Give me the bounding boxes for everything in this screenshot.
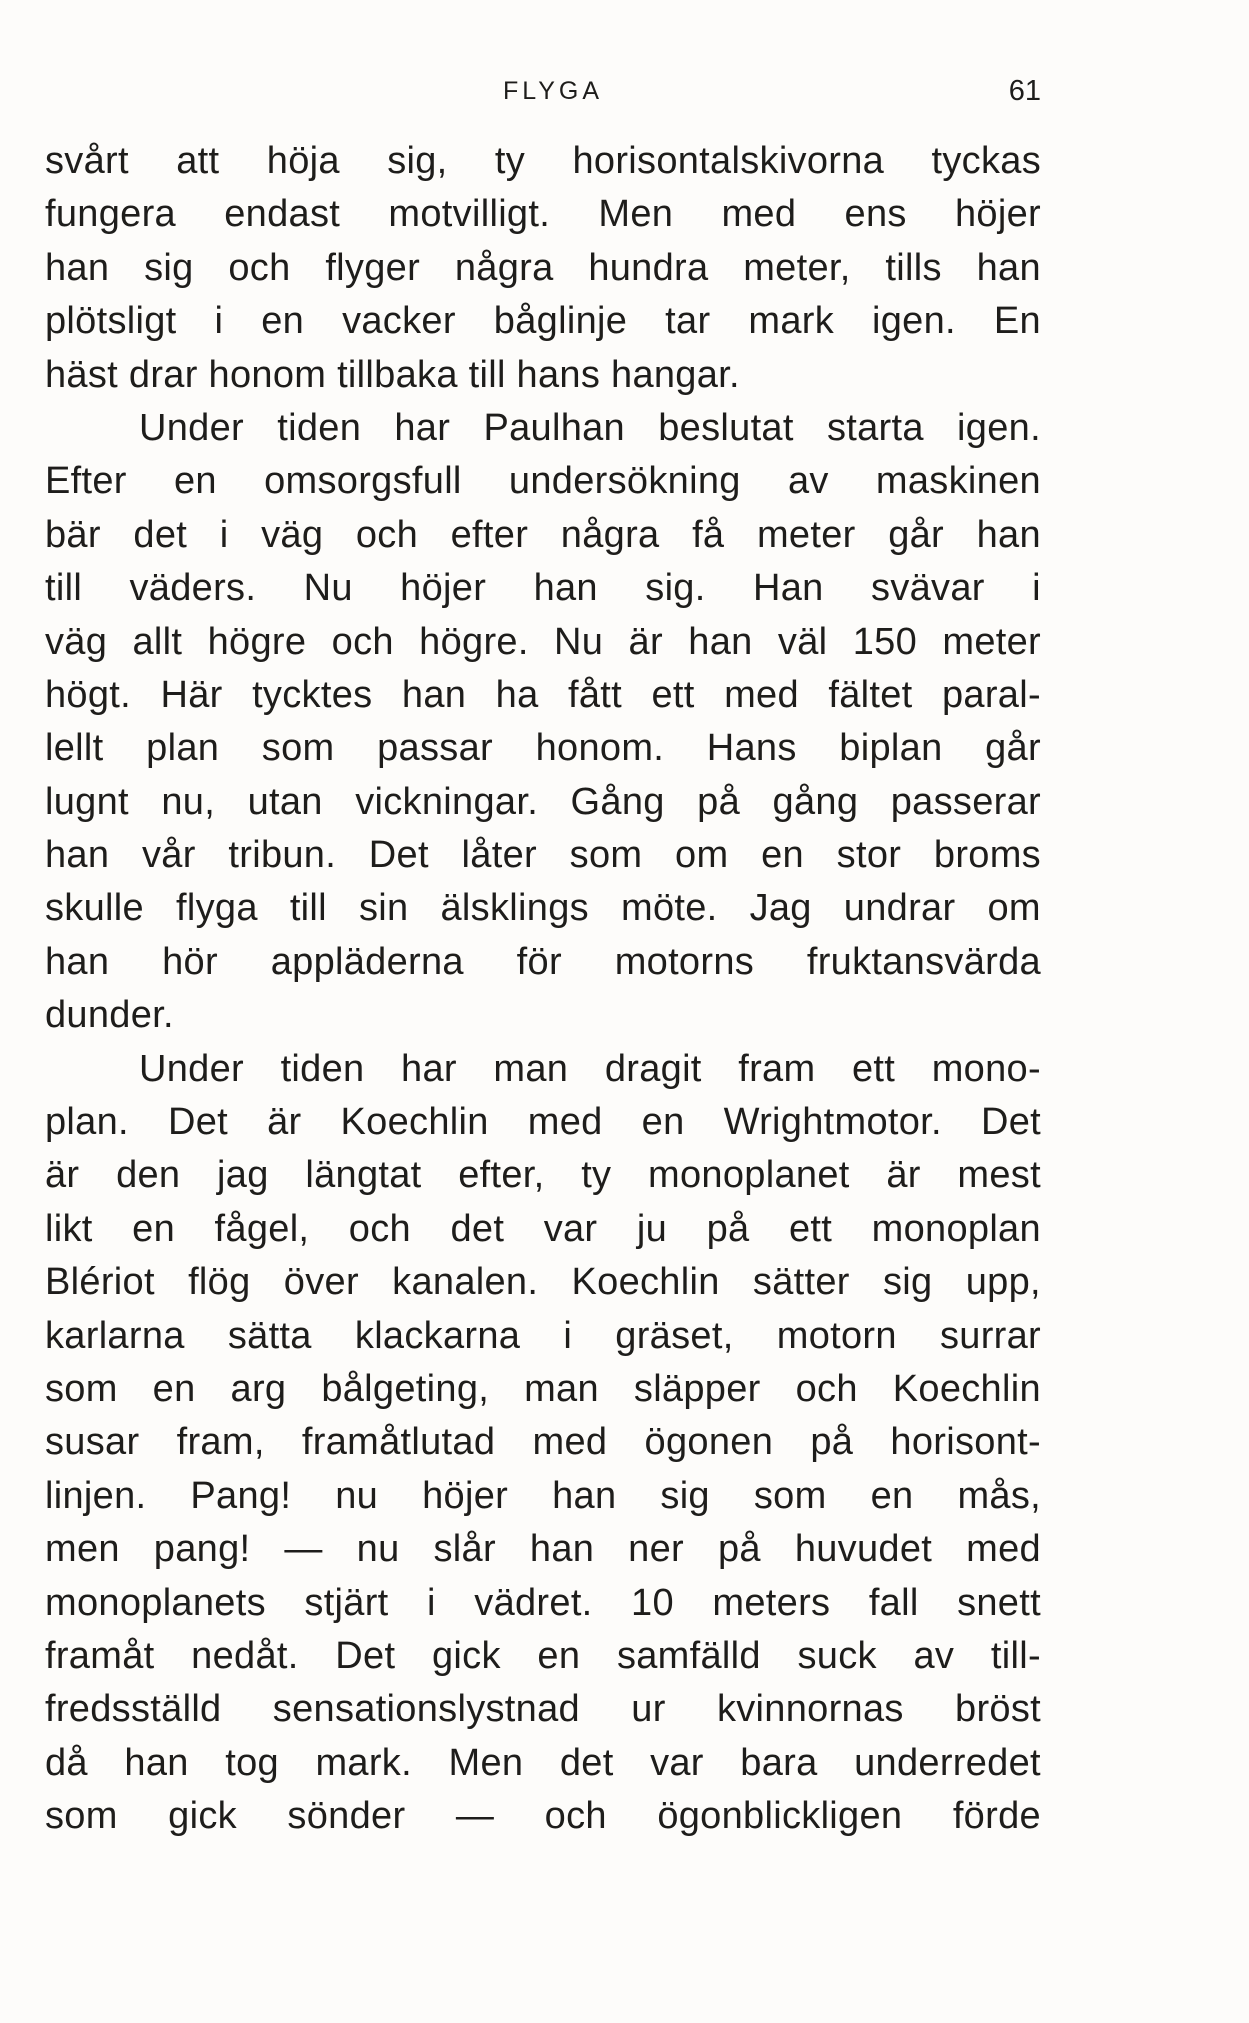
body-text — [45, 135, 1041, 1844]
text-line: häst drar honom tillbaka till hans hangar. — [45, 353, 740, 396]
text-line: fungera endast motvilligt. Men med ens höjer — [45, 193, 1041, 236]
text-line: Blériot flög över kanalen. Koechlin sätter sig upp, — [45, 1261, 1041, 1304]
text-line: likt en fågel, och det var ju på ett monoplan — [45, 1207, 1041, 1250]
text-line: han hör appläderna för motorns fruktansvärda — [45, 940, 1041, 983]
text-line: högt. Här tycktes han ha fått ett med fältet paral- — [45, 673, 1041, 716]
text-line: karlarna sätta klackarna i gräset, motorn surrar — [45, 1314, 1041, 1357]
text-line: som en arg bålgeting, man släpper och Koechlin — [45, 1367, 1041, 1410]
text-line: han sig och flyger några hundra meter, tills han — [45, 246, 1041, 289]
text-line: lellt plan som passar honom. Hans biplan går — [45, 727, 1041, 770]
text-line: men pang! — nu slår han ner på huvudet med — [45, 1528, 1041, 1571]
text-line: Efter en omsorgsfull undersökning av maskinen — [45, 460, 1041, 503]
text-line: susar fram, framåtlutad med ögonen på horisont- — [45, 1421, 1041, 1464]
text-line: bär det i väg och efter några få meter går han — [45, 513, 1041, 556]
text-line: linjen. Pang! nu höjer han sig som en mås, — [45, 1474, 1041, 1517]
page-number: 61 — [1008, 75, 1041, 107]
text-line: lugnt nu, utan vickningar. Gång på gång passerar — [45, 780, 1041, 823]
text-line: fredsställd sensationslystnad ur kvinnornas bröst — [45, 1688, 1041, 1731]
text-line: väg allt högre och högre. Nu är han väl 150 meter — [45, 620, 1041, 663]
text-line: som gick sönder — och ögonblickligen förde — [45, 1795, 1041, 1838]
running-title: FLYGA — [502, 77, 604, 105]
text-line: monoplanets stjärt i vädret. 10 meters fall snett — [45, 1581, 1041, 1624]
text-line: då han tog mark. Men det var bara underredet — [45, 1741, 1041, 1784]
text-line: plötsligt i en vacker båglinje tar mark igen. En — [45, 300, 1041, 343]
text-line: framåt nedåt. Det gick en samfälld suck av till- — [45, 1634, 1041, 1677]
text-line: till väders. Nu höjer han sig. Han svävar i — [45, 567, 1041, 610]
text-line: plan. Det är Koechlin med en Wrightmotor. Det — [45, 1101, 1041, 1144]
text-line: dunder. — [45, 994, 174, 1037]
text-line: Under tiden har man dragit fram ett mono- — [139, 1047, 1041, 1090]
text-line: skulle flyga till sin älsklings möte. Jag undrar om — [45, 887, 1041, 930]
text-line: han vår tribun. Det låter som om en stor broms — [45, 834, 1041, 877]
text-line: svårt att höja sig, ty horisontalskivorna tyckas — [45, 140, 1041, 182]
text-line: Under tiden har Paulhan beslutat starta igen. — [139, 406, 1041, 449]
text-line: är den jag längtat efter, ty monoplanet är mest — [45, 1154, 1041, 1197]
running-header — [45, 75, 1041, 107]
